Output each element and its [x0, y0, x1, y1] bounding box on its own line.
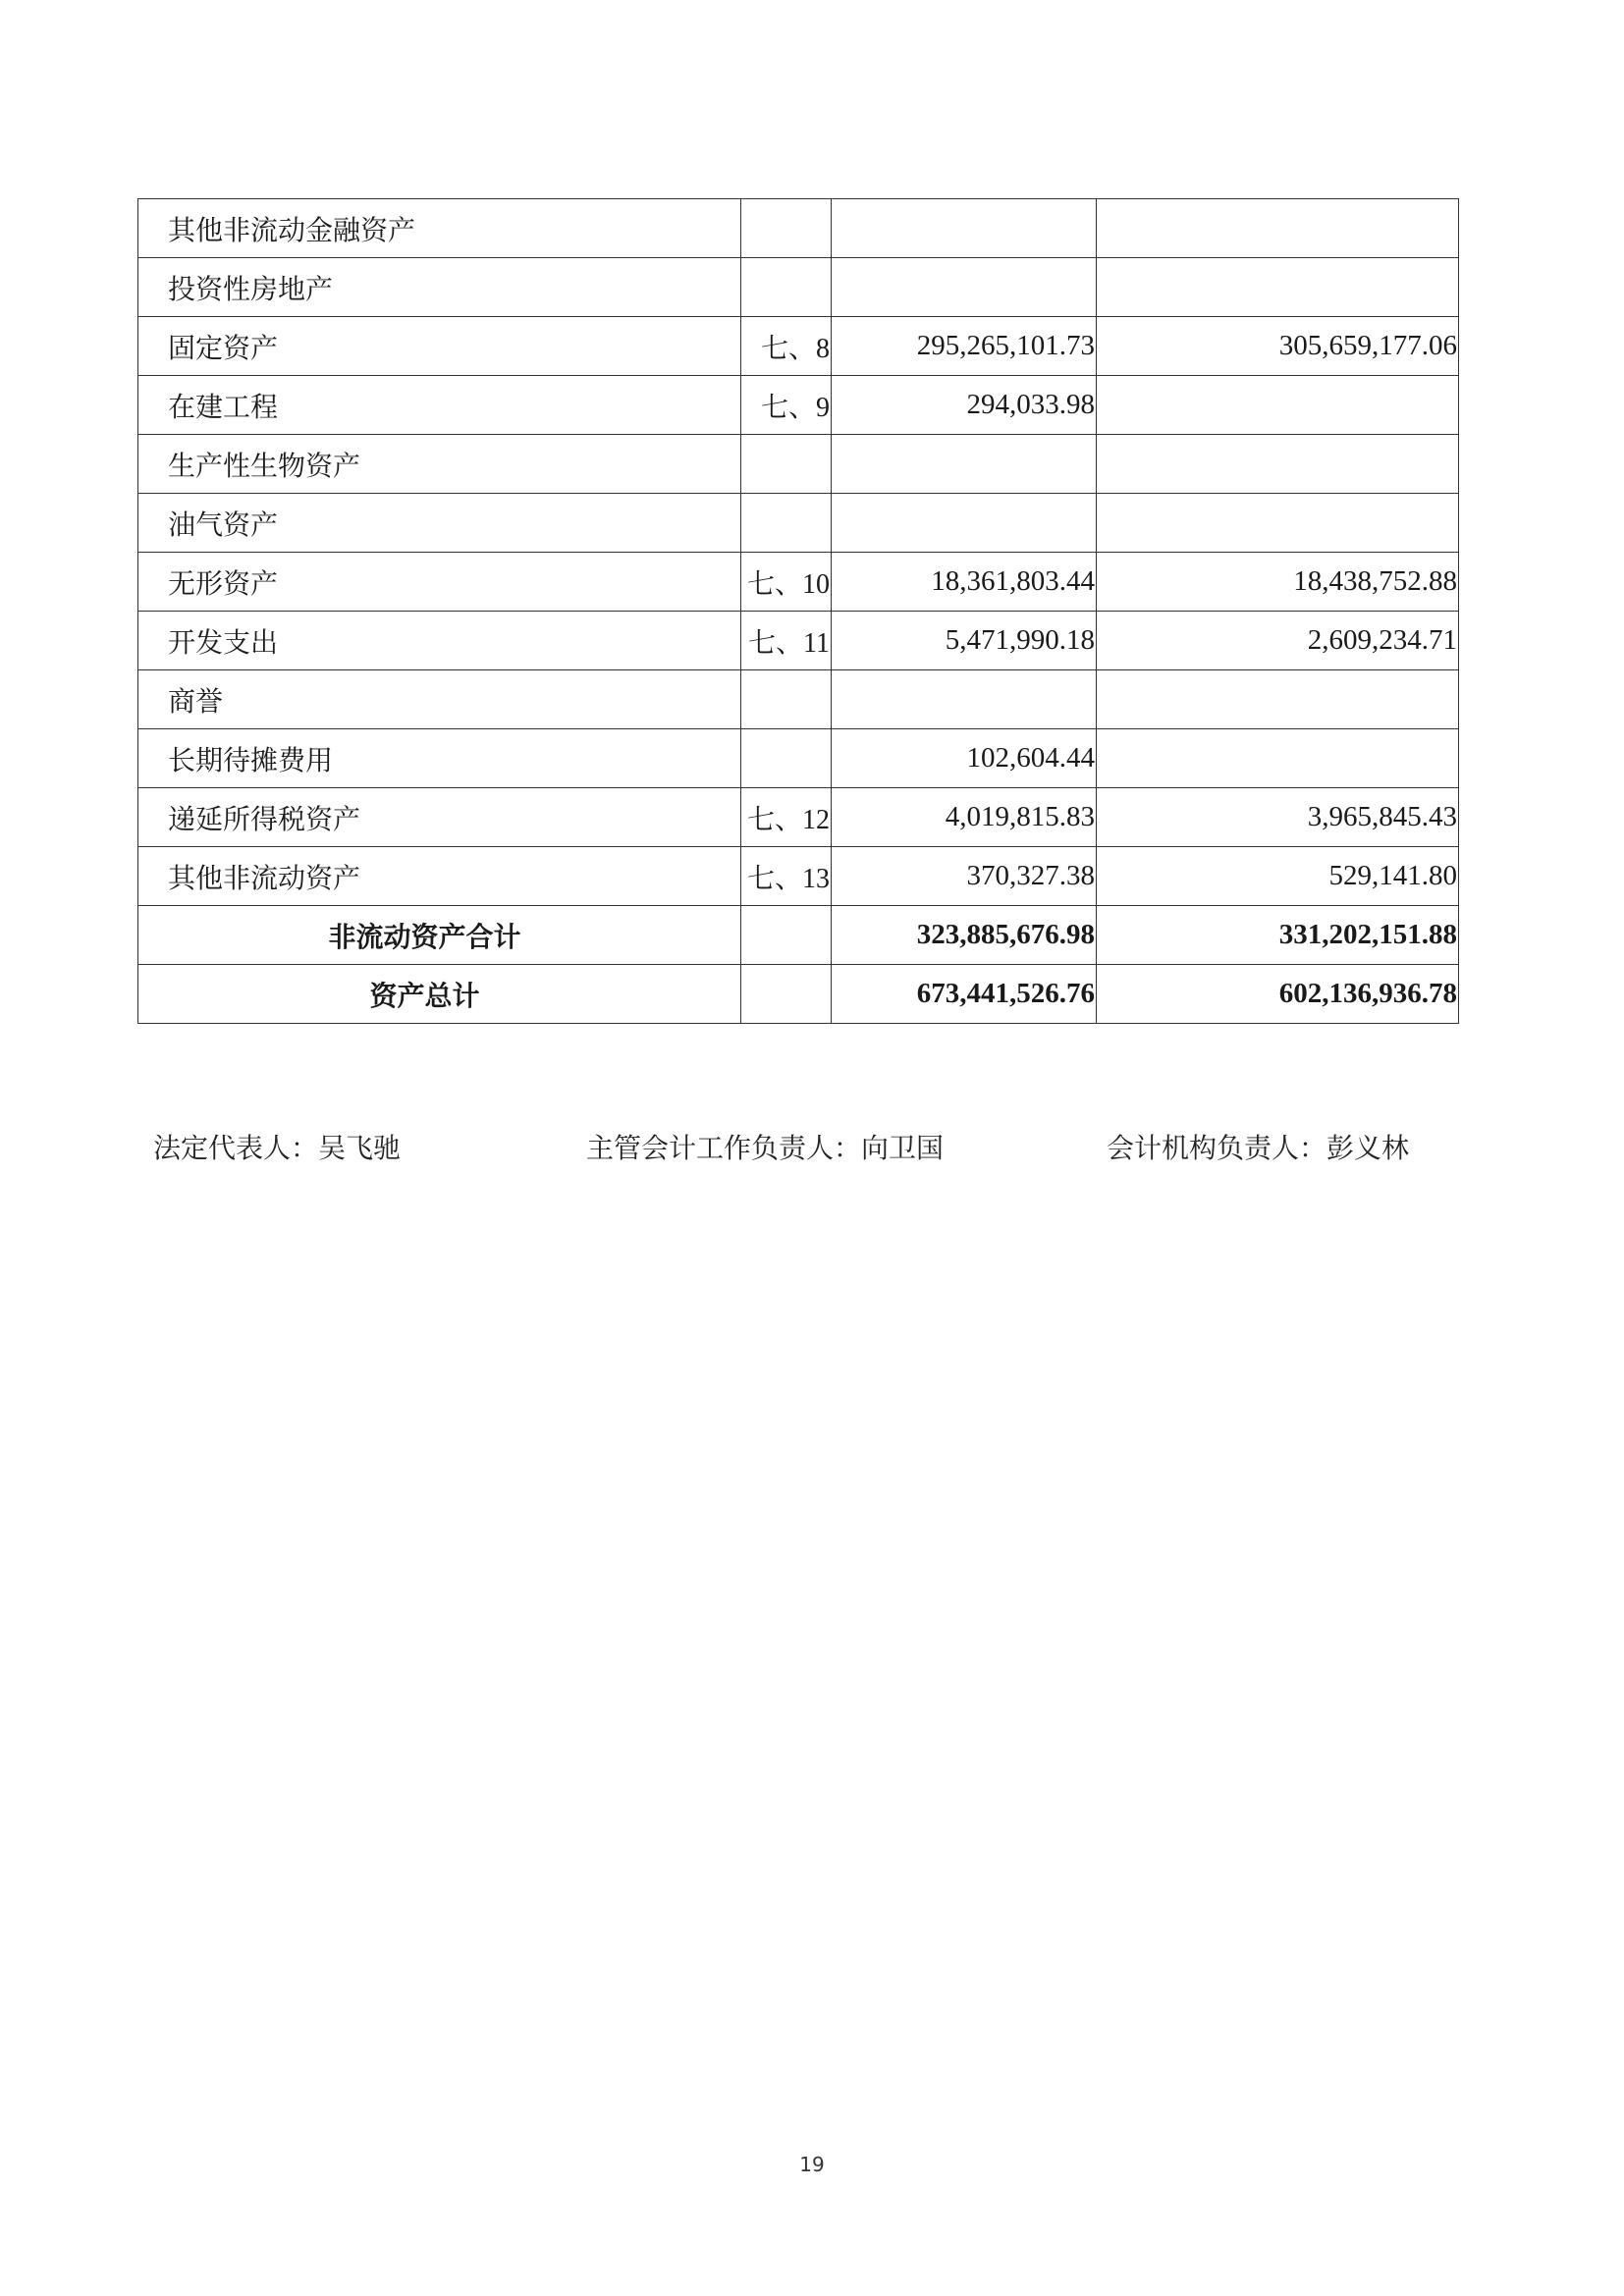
item-label: 递延所得税资产: [138, 788, 741, 847]
table-row: [138, 435, 1459, 494]
note-ref: 七、10: [741, 553, 832, 612]
table-row: [138, 258, 1459, 317]
current-period-value: 295,265,101.73: [832, 317, 1097, 376]
current-period-value: 102,604.44: [832, 729, 1097, 788]
current-period-value: 294,033.98: [832, 376, 1097, 435]
current-period-value: 5,471,990.18: [832, 612, 1097, 670]
prior-period-value: [1097, 258, 1459, 317]
note-ref: 七、8: [741, 317, 832, 376]
prior-period-value: [1097, 494, 1459, 553]
table-row: [138, 553, 1459, 612]
note-ref: [741, 199, 832, 258]
prior-period-value: [1097, 670, 1459, 729]
item-label: 油气资产: [138, 494, 741, 553]
prior-period-value: [1097, 729, 1459, 788]
prior-period-value: 305,659,177.06: [1097, 317, 1459, 376]
note-ref: 七、11: [741, 612, 832, 670]
balance-sheet-table: [137, 198, 1459, 1024]
note-ref: [741, 906, 832, 965]
item-label: 固定资产: [138, 317, 741, 376]
table-row: [138, 376, 1459, 435]
item-label: 资产总计: [138, 965, 741, 1024]
item-label: 在建工程: [138, 376, 741, 435]
note-ref: 七、12: [741, 788, 832, 847]
item-label: 其他非流动金融资产: [138, 199, 741, 258]
accounting-head: 会计机构负责人：彭义林: [1107, 1132, 1410, 1164]
item-label: 生产性生物资产: [138, 435, 741, 494]
prior-period-value: [1097, 376, 1459, 435]
current-period-value: 323,885,676.98: [832, 906, 1097, 965]
note-ref: [741, 729, 832, 788]
prior-period-value: 331,202,151.88: [1097, 906, 1459, 965]
table-row: [138, 199, 1459, 258]
prior-period-value: 602,136,936.78: [1097, 965, 1459, 1024]
note-ref: [741, 258, 832, 317]
legal-representative: 法定代表人：吴飞驰: [153, 1132, 402, 1164]
page-number: 19: [799, 2153, 825, 2176]
table-row: [138, 847, 1459, 906]
table-row: [138, 788, 1459, 847]
current-period-value: [832, 258, 1097, 317]
item-label: 无形资产: [138, 553, 741, 612]
note-ref: [741, 670, 832, 729]
prior-period-value: 529,141.80: [1097, 847, 1459, 906]
item-label: 投资性房地产: [138, 258, 741, 317]
note-ref: 七、9: [741, 376, 832, 435]
current-period-value: [832, 199, 1097, 258]
current-period-value: 18,361,803.44: [832, 553, 1097, 612]
prior-period-value: 2,609,234.71: [1097, 612, 1459, 670]
table-row: [138, 494, 1459, 553]
current-period-value: 4,019,815.83: [832, 788, 1097, 847]
table-row: [138, 729, 1459, 788]
grand-total-row: [138, 965, 1459, 1024]
current-period-value: 370,327.38: [832, 847, 1097, 906]
note-ref: [741, 494, 832, 553]
subtotal-row: [138, 906, 1459, 965]
item-label: 其他非流动资产: [138, 847, 741, 906]
accounting-supervisor: 主管会计工作负责人：向卫国: [586, 1132, 945, 1164]
prior-period-value: 3,965,845.43: [1097, 788, 1459, 847]
current-period-value: [832, 435, 1097, 494]
note-ref: [741, 965, 832, 1024]
note-ref: [741, 435, 832, 494]
table-row: [138, 612, 1459, 670]
item-label: 非流动资产合计: [138, 906, 741, 965]
prior-period-value: [1097, 435, 1459, 494]
signature-line: [0, 1127, 1624, 1166]
item-label: 开发支出: [138, 612, 741, 670]
current-period-value: [832, 494, 1097, 553]
prior-period-value: [1097, 199, 1459, 258]
note-ref: 七、13: [741, 847, 832, 906]
current-period-value: 673,441,526.76: [832, 965, 1097, 1024]
current-period-value: [832, 670, 1097, 729]
table-row: [138, 317, 1459, 376]
prior-period-value: 18,438,752.88: [1097, 553, 1459, 612]
table-row: [138, 670, 1459, 729]
item-label: 长期待摊费用: [138, 729, 741, 788]
item-label: 商誉: [138, 670, 741, 729]
